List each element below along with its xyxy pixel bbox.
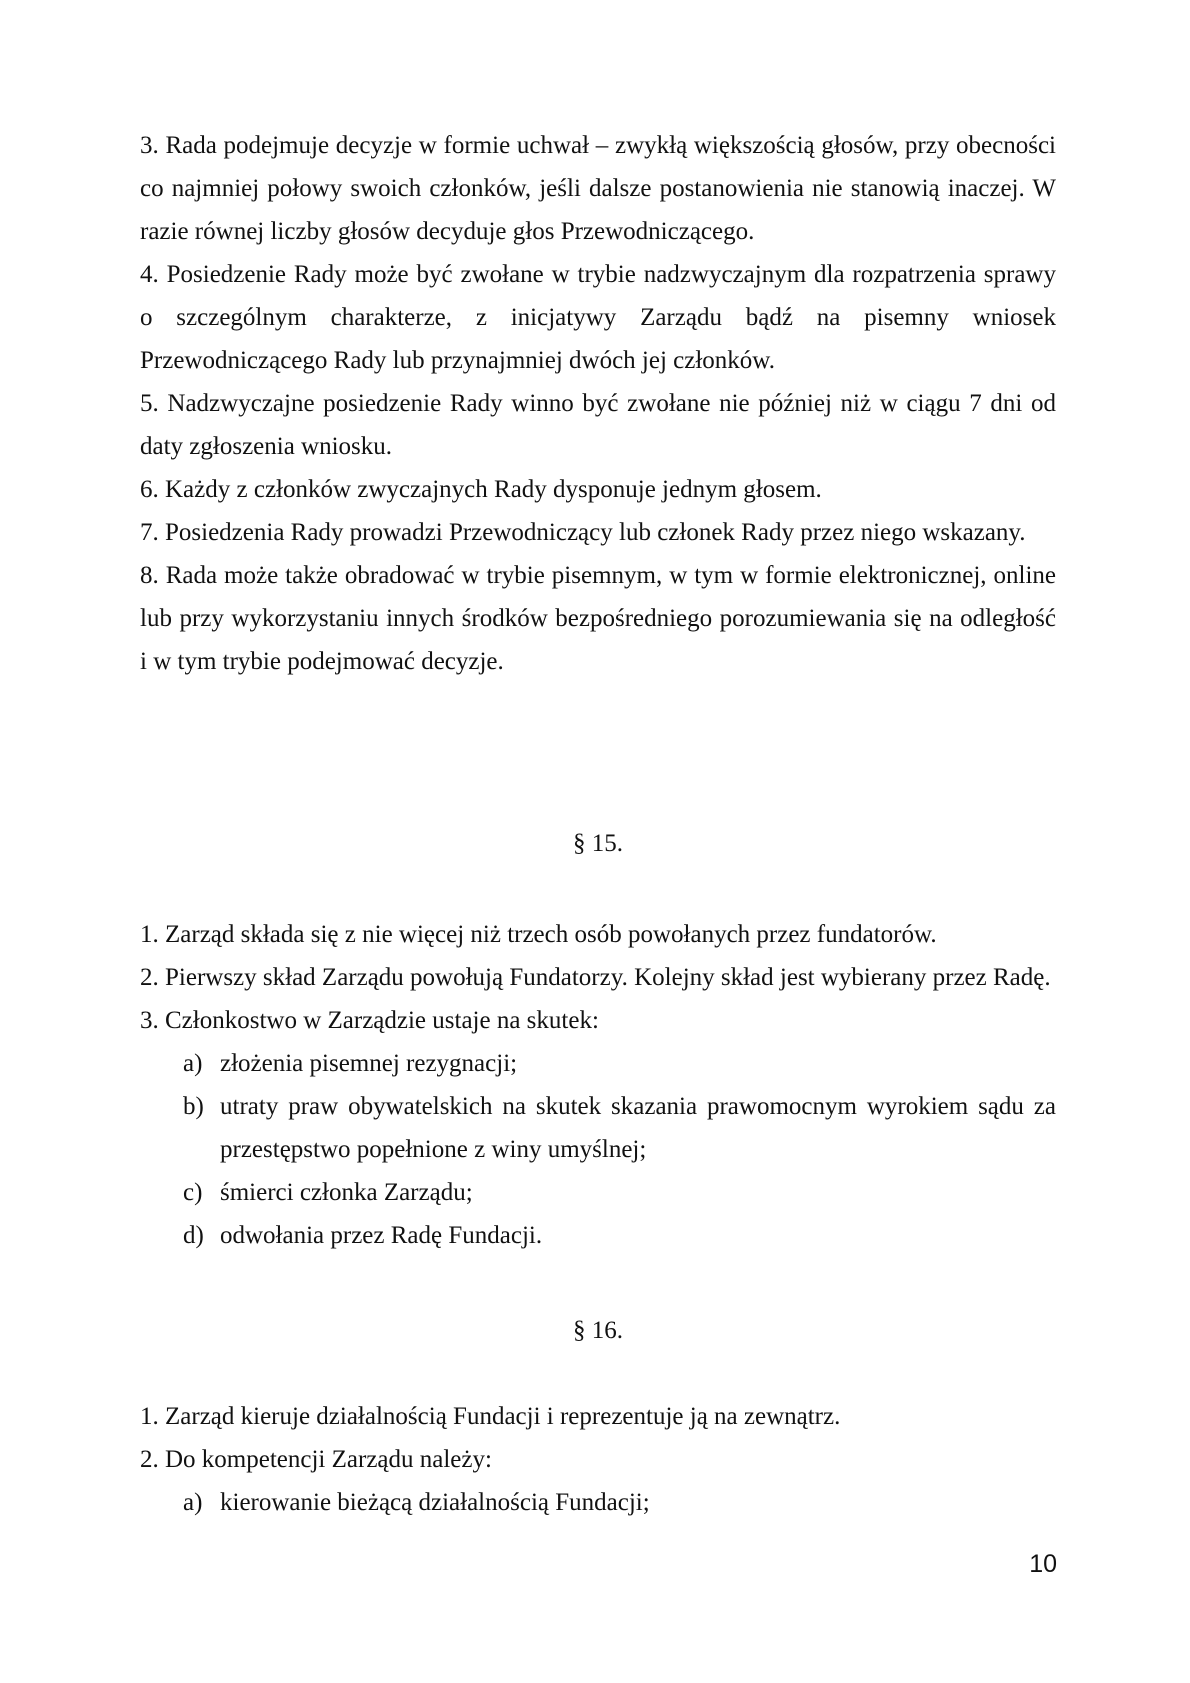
list-marker: b) [183,1093,204,1120]
paragraph-15-1: 1. Zarząd składa się z nie więcej niż trzech osób powołanych przez fundatorów. [140,921,937,948]
paragraph-rada-6: 6. Każdy z członków zwyczajnych Rady dysponuje jednym głosem. [140,476,822,503]
list-item [140,1171,1056,1214]
list-item [140,1214,1056,1257]
document-content [140,124,1056,1524]
section-heading-16: § 16. [573,1317,623,1344]
list-item [140,1085,1056,1171]
list-marker: d) [183,1222,204,1249]
list-item-text: śmierci członka Zarządu; [220,1179,473,1206]
section-heading-15: § 15. [573,830,623,857]
page-number: 10 [1029,1550,1057,1578]
list-item-text: złożenia pisemnej rezygnacji; [220,1050,518,1077]
paragraph-rada-3: 3. Rada podejmuje decyzje w formie uchwał – zwykłą większością głosów, przy obecności co najmniej połowy swoich członków, jeśli dalsze postanowienia nie stanowią inaczej. W razie równej liczby głosów decyduje głos Przewodniczącego. [140,132,1056,245]
paragraph-15-2: 2. Pierwszy skład Zarządu powołują Fundatorzy. Kolejny skład jest wybierany przez Radę. [140,964,1051,991]
list-marker: a) [183,1050,203,1077]
list-item [140,1042,1056,1085]
list-item-text: utraty praw obywatelskich na skutek skazania prawomocnym wyrokiem sądu za przestępstwo popełnione z winy umyślnej; [220,1093,1056,1163]
paragraph-15-3: 3. Członkostwo w Zarządzie ustaje na skutek: [140,1007,599,1034]
paragraph-rada-7: 7. Posiedzenia Rady prowadzi Przewodniczący lub członek Rady przez niego wskazany. [140,519,1026,546]
list-marker: c) [183,1179,203,1206]
paragraph-16-2: 2. Do kompetencji Zarządu należy: [140,1446,492,1473]
list-section-15 [140,1042,1056,1257]
list-marker: a) [183,1489,203,1516]
list-item [140,1481,1056,1524]
paragraph-rada-4: 4. Posiedzenie Rady może być zwołane w trybie nadzwyczajnym dla rozpatrzenia sprawy o szczególnym charakterze, z inicjatywy Zarządu bądź na pisemny wniosek Przewodniczącego Rady lub przynajmniej dwóch jej członków. [140,261,1056,374]
list-item-text: kierowanie bieżącą działalnością Fundacji; [220,1489,650,1516]
list-item-text: odwołania przez Radę Fundacji. [220,1222,543,1249]
paragraph-rada-5: 5. Nadzwyczajne posiedzenie Rady winno być zwołane nie później niż w ciągu 7 dni od daty zgłoszenia wniosku. [140,390,1056,460]
paragraph-16-1: 1. Zarząd kieruje działalnością Fundacji i reprezentuje ją na zewnątrz. [140,1403,841,1430]
paragraph-rada-8: 8. Rada może także obradować w trybie pisemnym, w tym w formie elektronicznej, online lub przy wykorzystaniu innych środków bezpośredniego porozumiewania się na odległość i w tym trybie podejmować decyzje. [140,562,1056,675]
list-section-16 [140,1481,1056,1524]
